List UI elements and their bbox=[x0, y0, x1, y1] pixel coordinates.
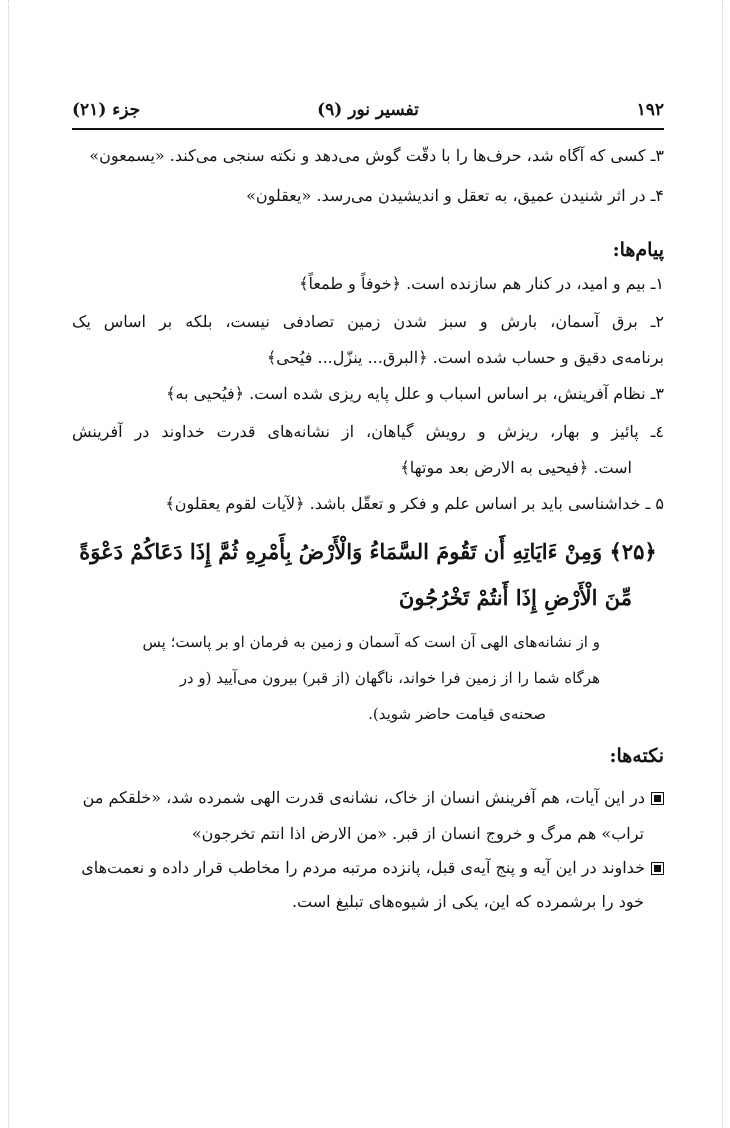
running-header bbox=[72, 98, 664, 130]
note-text: خداوند در این آیه و پنج آیه‌ی قبل، پانزده مرتبه مردم را مخاطب قرار داده و نعمت‌های bbox=[81, 858, 645, 877]
page-edge-left bbox=[8, 0, 9, 1128]
note-line: تراب» هم مرگ و خروج انسان از قبر. «من الارض اذا انتم تخرجون» bbox=[191, 824, 644, 843]
note-line bbox=[83, 784, 664, 812]
square-bullet-icon bbox=[651, 792, 664, 805]
notes-heading: نکته‌ها: bbox=[609, 745, 664, 767]
message-line: است. ﴿فیحیی به الارض بعد موتها﴾ bbox=[400, 458, 632, 477]
book-title: تفسیر نور (۹) bbox=[317, 100, 419, 120]
quran-verse-line-1: ﴿۲۵﴾ وَمِنْ ءَايَاتِهِ أَن تَقُومَ السَّمَاءُ وَالْأَرْضُ بِأَمْرِهِ ثُمَّ إِذَا دَعَاكُمْ دَعْوَةً bbox=[79, 539, 657, 564]
square-bullet-icon bbox=[651, 862, 664, 875]
page-number: ۱۹۲ bbox=[636, 100, 664, 120]
note-line bbox=[81, 854, 664, 882]
note-line: خود را برشمرده که این، یکی از شیوه‌های تبلیغ است. bbox=[291, 892, 644, 911]
translation-line: و از نشانه‌های الهی آن است که آسمان و زمین به فرمان او بر پاست؛ پس bbox=[142, 633, 600, 651]
message-line: ۵ ـ خداشناسی باید بر اساس علم و فکر و تعقّل باشد. ﴿لآیات لقوم یعقلون﴾ bbox=[165, 494, 664, 513]
message-line: برنامه‌ی دقیق و حساب شده است. ﴿البرق... ینزّل... فیُحی﴾ bbox=[266, 348, 664, 367]
translation-line: هرگاه شما را از زمین فرا خواند، ناگهان (از قبر) بیرون می‌آیید (و در bbox=[179, 669, 600, 687]
juz-label: جزء (۲۱) bbox=[72, 100, 141, 120]
messages-heading: پیام‌ها: bbox=[612, 239, 664, 261]
note-text: در این آیات، هم آفرینش انسان از خاک، نشانه‌ی قدرت الهی شمرده شد، «خلقکم من bbox=[82, 788, 645, 807]
translation-line: صحنه‌ی قیامت حاضر شوید). bbox=[368, 705, 546, 723]
page-edge-right bbox=[722, 0, 723, 1128]
message-line: ۳ـ نظام آفرینش، بر اساس اسباب و علل پایه ریزی شده است. ﴿فیُحیی به﴾ bbox=[166, 384, 664, 403]
message-line: ۲ـ برق آسمان، بارش و سبز شدن زمین تصادفی نیست، بلکه بر اساس یک bbox=[72, 312, 664, 331]
message-line: ۱ـ بیم و امید، در کنار هم سازنده است. ﴿خوفاً و طمعاً﴾ bbox=[299, 274, 664, 293]
message-line: ٤ـ پائیز و بهار، ریزش و رویش گیاهان، از نشانه‌های قدرت خداوند در آفرینش bbox=[72, 422, 665, 441]
intro-point: ۴ـ در اثر شنیدن عمیق، به تعقل و اندیشیدن می‌رسد. «یعقلون» bbox=[246, 186, 664, 205]
intro-point: ۳ـ کسی که آگاه شد، حرف‌ها را با دقّت گوش می‌دهد و نکته سنجی می‌کند. «یسمعون» bbox=[89, 146, 664, 165]
quran-verse-line-2: مِّنَ الْأَرْضِ إِذَا أَنتُمْ تَخْرُجُونَ bbox=[398, 585, 632, 610]
